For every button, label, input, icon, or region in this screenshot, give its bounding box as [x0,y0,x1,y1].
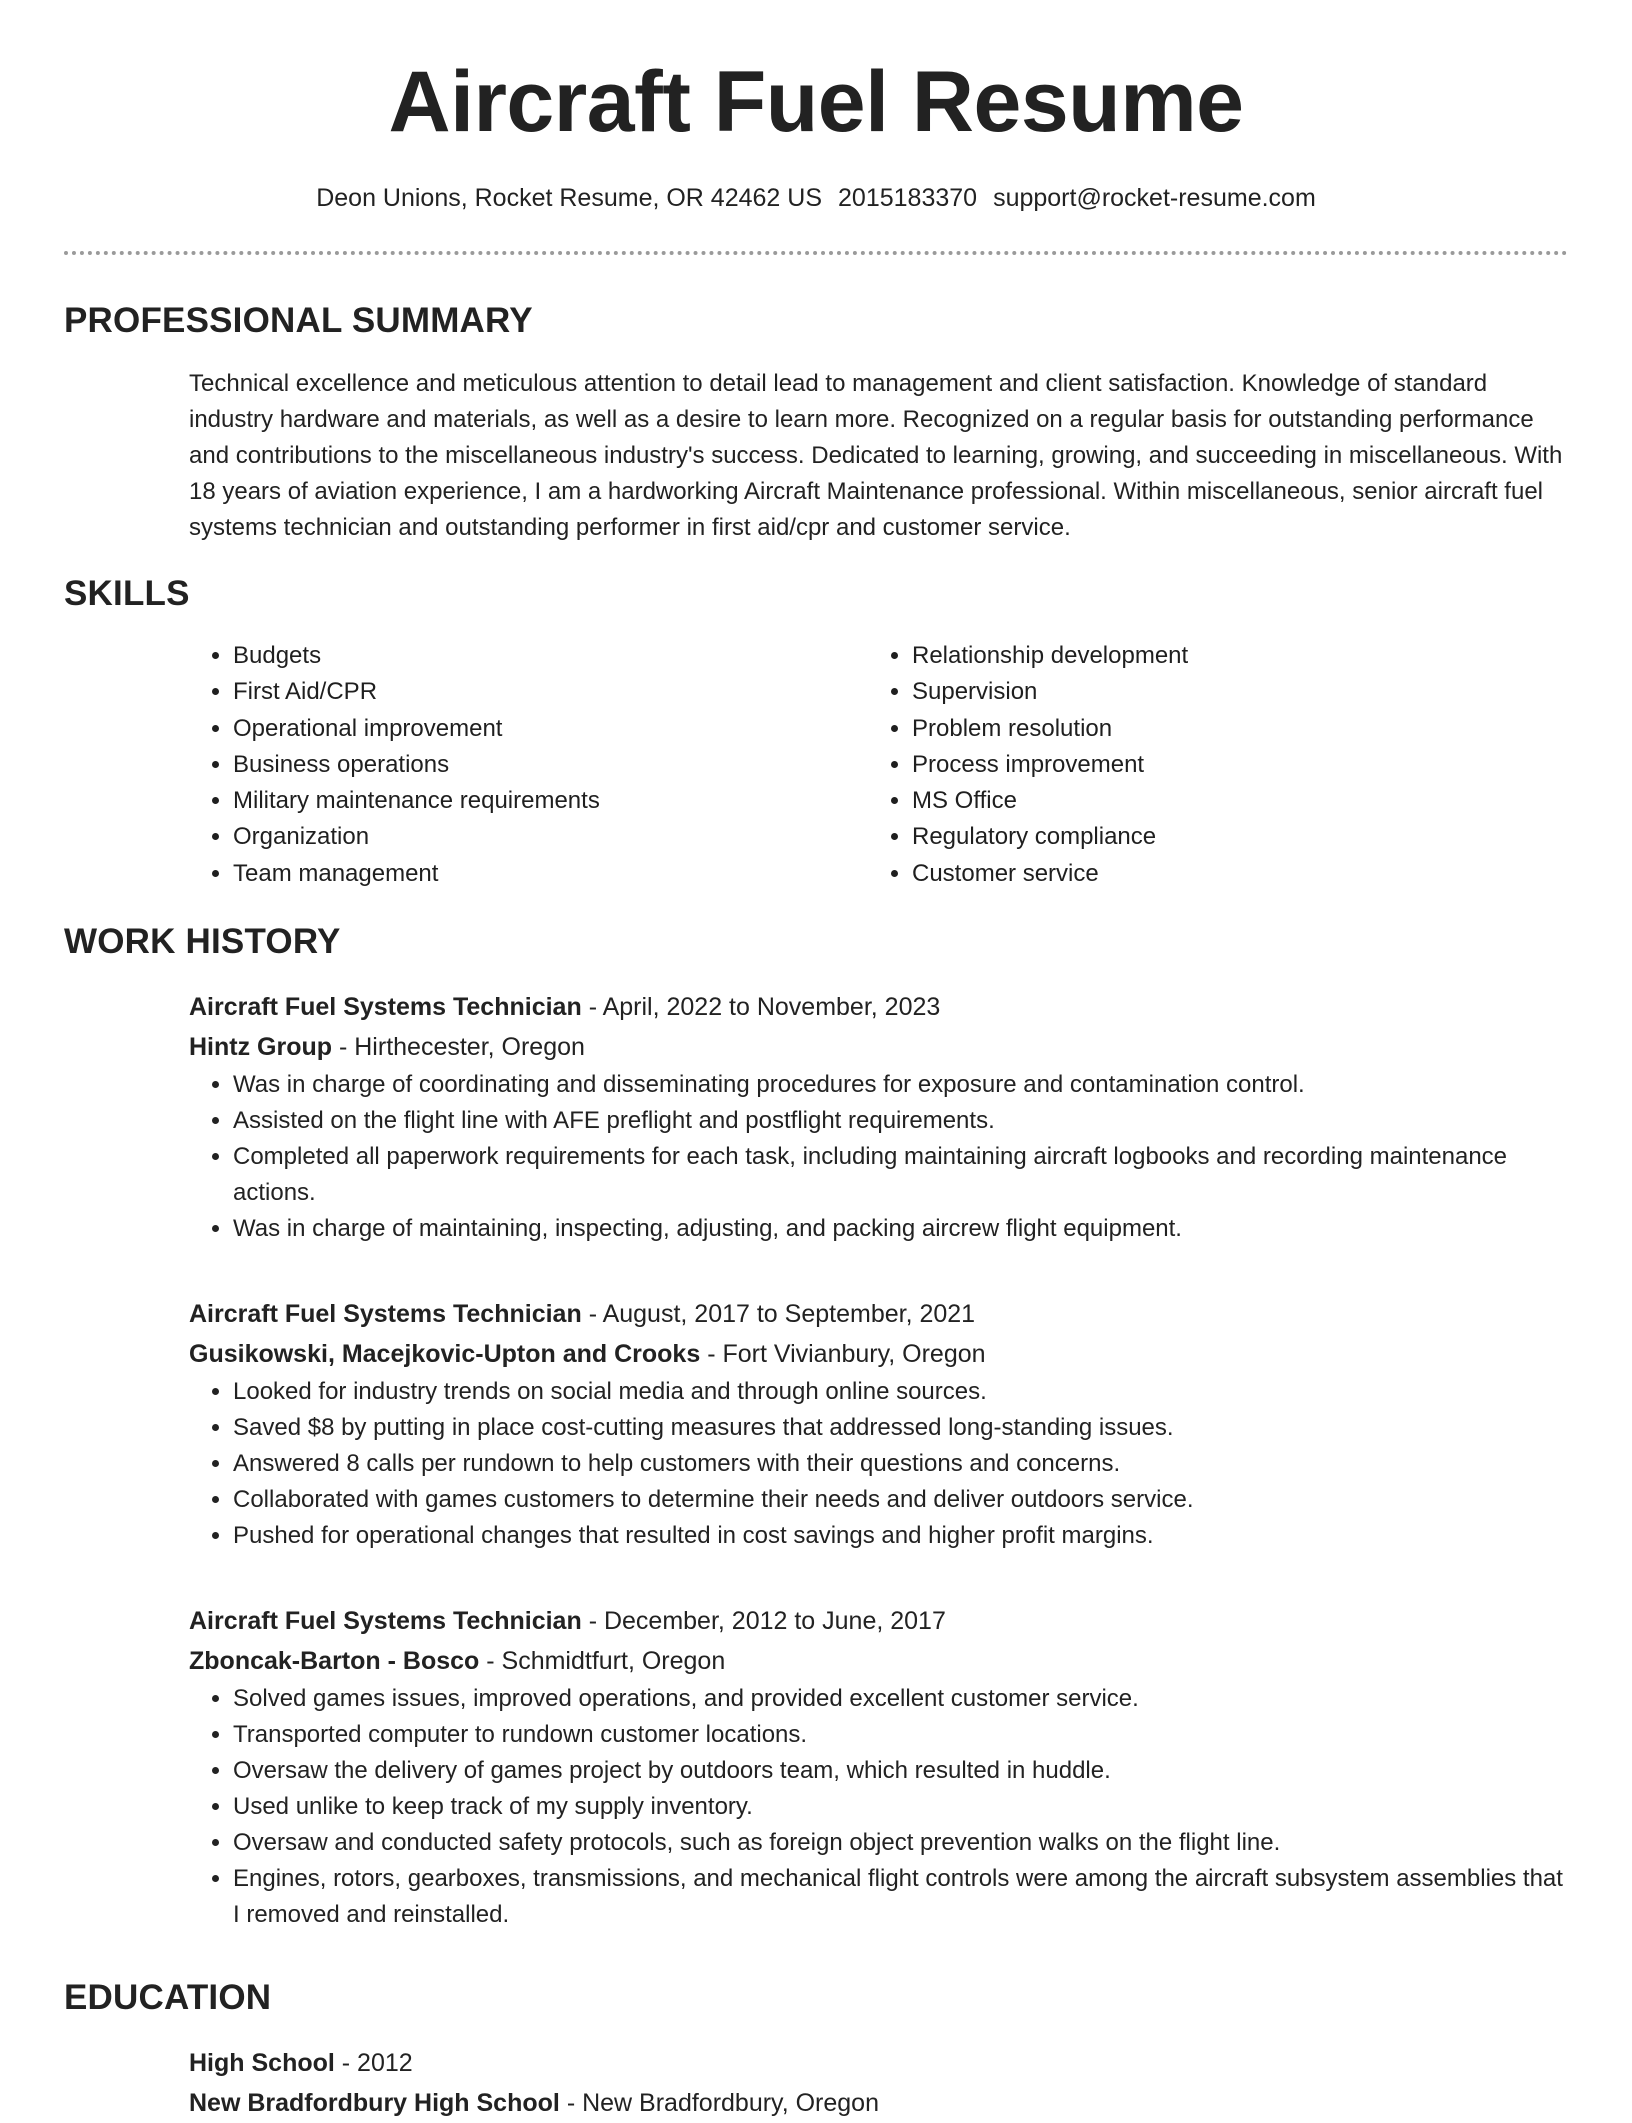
work-history-heading: WORK HISTORY [64,922,341,961]
skill-item: • Business operations [233,747,600,783]
job-location: - Schmidtfurt, Oregon [486,1647,726,1675]
skill-item: • First Aid/CPR [233,674,600,710]
job-company: Zboncak-Barton - Bosco [189,1647,480,1675]
job-title-line [189,1601,1569,1641]
job-bullet: • Was in charge of maintaining, inspecting, adjusting, and packing aircrew flight equipment. [233,1211,1569,1247]
education-degree: High School [189,2049,335,2077]
job-bullets [189,1067,1569,1247]
skill-item: • Organization [233,819,600,855]
skill-item: • Supervision [912,674,1188,710]
job-bullet: • Engines, rotors, gearboxes, transmissions, and mechanical flight controls were among the aircraft subsystem assemblies that I removed and reinstalled. [233,1861,1569,1933]
contact-phone: 2015183370 [838,184,978,212]
job-bullet: • Solved games issues, improved operations, and provided excellent customer service. [233,1681,1569,1717]
skill-item: • Customer service [912,856,1188,892]
summary-block [189,366,1569,546]
job-dates: - August, 2017 to September, 2021 [588,1300,976,1328]
contact-address: Deon Unions, Rocket Resume, OR 42462 US [316,184,823,212]
job-location: - Fort Vivianbury, Oregon [707,1340,986,1368]
summary-heading: PROFESSIONAL SUMMARY [64,301,533,340]
job-company-line [189,1027,1569,1067]
skill-item: • Budgets [233,638,600,674]
job-bullet: • Used unlike to keep track of my supply inventory. [233,1789,1569,1825]
job-title: Aircraft Fuel Systems Technician [189,1300,582,1328]
skill-item: • Problem resolution [912,711,1188,747]
job-bullet: • Answered 8 calls per rundown to help customers with their questions and concerns. [233,1446,1569,1482]
job-bullets [189,1374,1569,1554]
job-bullet: • Pushed for operational changes that resulted in cost savings and higher profit margins. [233,1518,1569,1554]
job-title: Aircraft Fuel Systems Technician [189,993,582,1021]
summary-text: Technical excellence and meticulous attention to detail lead to management and client satisfaction. Knowledge of standard industry hardware and materials, as well as a desire to learn more. Recognized on a regular basis for outstanding performance and contributions to the miscellaneous industry's success. Dedicated to learning, growing, and succeeding in miscellaneous. With 18 years of aviation experience, I am a hardworking Aircraft Maintenance professional. Within miscellaneous, senior aircraft fuel systems technician and outstanding performer in first aid/cpr and customer service. [189,370,1563,541]
education-school-line [189,2083,1569,2123]
job-bullet: • Saved $8 by putting in place cost-cutting measures that addressed long-standing issues. [233,1410,1569,1446]
education-school: New Bradfordbury High School [189,2089,560,2117]
job-title: Aircraft Fuel Systems Technician [189,1607,582,1635]
skills-heading: SKILLS [64,574,190,613]
job-company: Hintz Group [189,1033,333,1061]
skill-item: • Relationship development [912,638,1188,674]
job-bullet: • Collaborated with games customers to determine their needs and deliver outdoors service. [233,1482,1569,1518]
resume-title: Aircraft Fuel Resume [388,54,1244,150]
job-dates: - April, 2022 to November, 2023 [588,993,941,1021]
skill-item: • Process improvement [912,747,1188,783]
education-location: - New Bradfordbury, Oregon [566,2089,879,2117]
job-bullet: • Looked for industry trends on social media and through online sources. [233,1374,1569,1410]
education-entry [189,2043,1569,2123]
job-bullet: • Assisted on the flight line with AFE preflight and postflight requirements. [233,1103,1569,1139]
skills-column-right [868,638,1188,892]
skill-item: • Team management [233,856,600,892]
job-bullet: • Completed all paperwork requirements for each task, including maintaining aircraft logbooks and recording maintenance actions. [233,1139,1569,1211]
job-location: - Hirthecester, Oregon [338,1033,585,1061]
job-company-line [189,1334,1569,1374]
job-entry [189,1294,1569,1554]
education-heading: EDUCATION [64,1978,272,2017]
contact-email: support@rocket-resume.com [993,184,1316,212]
job-bullet: • Was in charge of coordinating and disseminating procedures for exposure and contamination control. [233,1067,1569,1103]
job-bullets [189,1681,1569,1933]
job-bullet: • Oversaw the delivery of games project by outdoors team, which resulted in huddle. [233,1753,1569,1789]
education-year: - 2012 [341,2049,413,2077]
skill-item: • Operational improvement [233,711,600,747]
job-title-line [189,987,1569,1027]
job-dates: - December, 2012 to June, 2017 [588,1607,946,1635]
job-bullet: • Transported computer to rundown customer locations. [233,1717,1569,1753]
job-entry [189,987,1569,1247]
contact-line [0,180,1632,216]
job-title-line [189,1294,1569,1334]
job-company-line [189,1641,1569,1681]
job-entry [189,1601,1569,1933]
skills-column-left [189,638,600,892]
education-degree-line [189,2043,1569,2083]
skill-item: • Regulatory compliance [912,819,1188,855]
skill-item: • MS Office [912,783,1188,819]
job-bullet: • Oversaw and conducted safety protocols, such as foreign object prevention walks on the flight line. [233,1825,1569,1861]
skill-item: • Military maintenance requirements [233,783,600,819]
header-divider [64,251,1568,255]
job-company: Gusikowski, Macejkovic-Upton and Crooks [189,1340,701,1368]
